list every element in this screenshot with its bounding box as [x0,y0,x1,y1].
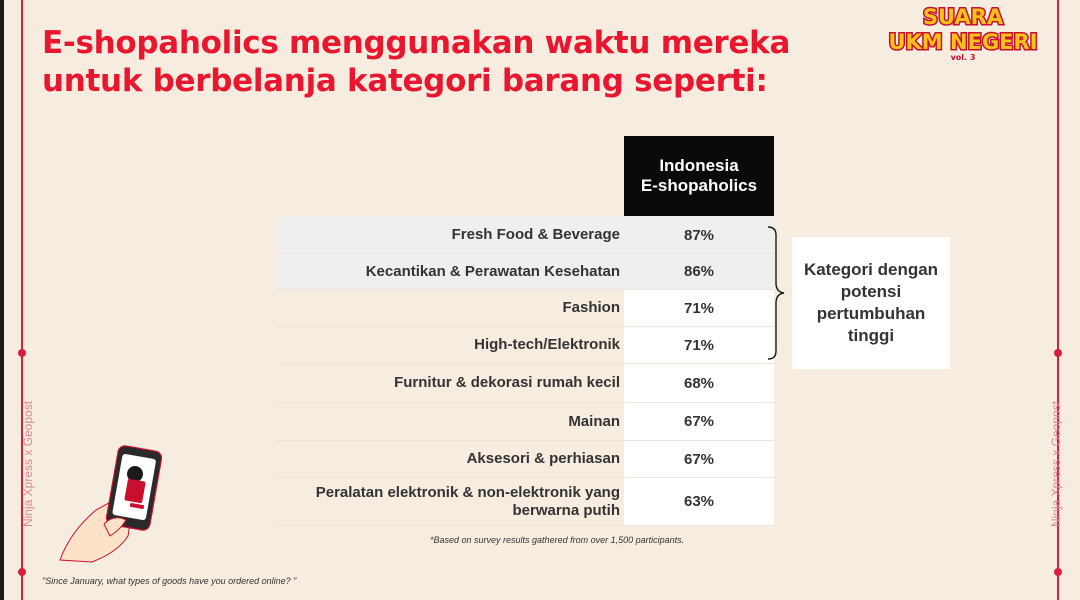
page-headline: E-shopaholics menggunakan waktu mereka untuk berbelanja kategori barang seperti: [42,25,791,99]
column-header [624,136,774,216]
category-table [278,217,774,526]
row-category-label: Mainan [568,412,620,430]
left-edge-bar [0,0,4,600]
table-row [278,364,774,403]
survey-footnote: *Based on survey results gathered from over 1,500 participants. [430,535,685,545]
column-header-line-1: Indonesia [659,156,739,175]
row-category-label: Peralatan elektronik & non-elektronik yang berwarna putih [315,483,620,519]
left-side-dot-upper [18,349,26,357]
table-row [278,327,774,364]
row-percentage-value: 67% [624,441,774,477]
row-category-label: High-tech/Elektronik [474,336,620,353]
table-row [278,478,774,526]
survey-question: "Since January, what types of goods have you ordered online? " [42,576,297,586]
row-percentage-value: 87% [624,217,774,253]
right-side-dot-upper [1054,349,1062,357]
logo-line-2: UKM NEGERI [888,30,1038,54]
table-row [278,441,774,478]
row-percentage-value: 68% [624,364,774,402]
row-category-label: Furnitur & dekorasi rumah kecil [394,374,620,391]
growth-callout: Kategori dengan potensi pertumbuhan tinggi [792,237,950,369]
logo-line-1: SUARA [922,5,1004,29]
logo-line-3: vol. 3 [950,53,976,62]
table-row [278,290,774,327]
row-category-label: Kecantikan & Perawatan Kesehatan [365,262,620,280]
row-category-label: Aksesori & perhiasan [466,450,620,467]
right-side-dot-lower [1054,568,1062,576]
row-percentage-value: 86% [624,254,774,289]
phone-hand-illustration [52,440,182,570]
side-label-left: Ninja Xpress x Geopost [21,400,35,528]
column-header-line-2: E-shopaholics [640,176,758,195]
row-category-label: Fresh Food & Beverage [451,226,620,243]
table-row [278,254,774,290]
curly-brace [766,226,788,360]
side-label-right: Ninja Xpress x Geopost [1049,400,1063,528]
row-category-label: Fashion [562,299,620,316]
table-row [278,403,774,441]
row-percentage-value: 71% [624,290,774,326]
row-percentage-value: 71% [624,327,774,363]
row-percentage-value: 63% [624,478,774,525]
row-percentage-value: 67% [624,403,774,440]
suara-ukm-negeri-logo [888,2,1038,66]
left-side-dot-lower [18,568,26,576]
table-row [278,217,774,254]
